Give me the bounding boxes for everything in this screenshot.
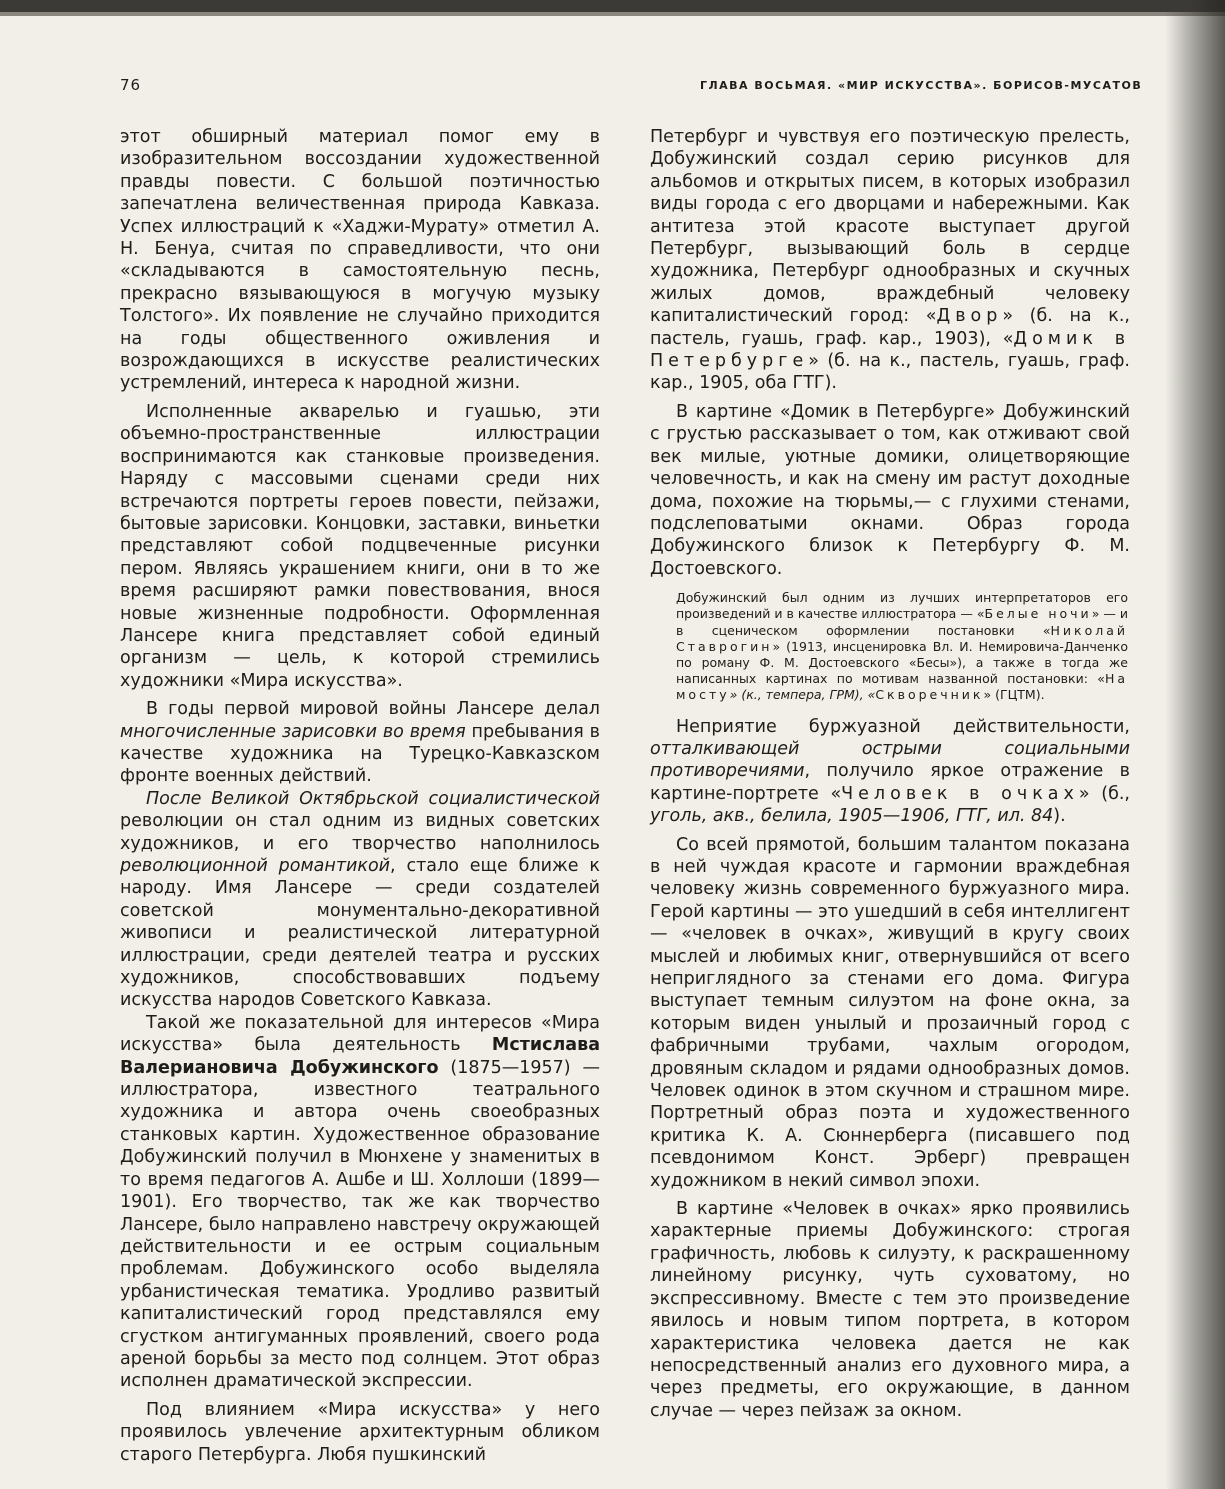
top-edge-shadow [0,0,1225,12]
running-head: ГЛАВА ВОСЬМАЯ. «МИР ИСКУССТВА». БОРИСОВ-МУСАТОВ [700,79,1143,92]
paragraph: Под влиянием «Мира искусства» у него проявилось увлечение архитектурным обликом старого Петербурга. Любя пушкинский [120,1399,600,1465]
paragraph: Петербург и чувствуя его поэтическую прелесть, Добужинский создал серию рисунков для альбомов и открытых писем, в которых изобразил виды города с его дворцами и набережными. Как антитеза этой красоте выступает другой Петербург, вызывающий боль в сердце художника, Петербург однообразных и скучных жилых домов, враждебный человеку капиталистический город: «Двор» (б. на к., пастель, гуашь, граф. кар., 1903), «Домик в Петербурге» (б. на к., пастель, гуашь, граф. кар., 1905, оба ГТГ). [650,127,1131,394]
book-spine-shadow [1165,0,1225,1489]
paragraph: В картине «Домик в Петербурге» Добужинский с грустью рассказывает о том, как отживают свой век милые, уютные домики, олицетворяющие человечность, и как на смену им растут доходные дома, похожие на тюрьмы,— с глухими стенами, подслеповатыми окнами. Образ города Добужинского близок к Петербургу Ф. М. Достоевского. [650,401,1130,579]
paragraph: Со всей прямотой, большим талантом показана в ней чуждая красоте и гармонии враждебная человеку жизнь современного буржуазного мира. Герой картины — это ушедший в себя интеллигент — «человек в очках», живущий в кругу своих мыслей и любимых книг, отвернувшийся от всего неприглядного за стенами его дома. Фигура выступает темным силуэтом на фоне окна, за которым виден унылый и прозаичный город с фабричными трубами, чахлым огородом, дровяным складом и рядами однообразных домов. Человек одинок в этом скучном и страшном мире. Портретный образ поэта и художественного критика К. А. Сюннерберга (писавшего под псевдонимом Конст. Эрберг) превращен художником в некий символ эпохи. [650,834,1130,1191]
paragraph: Исполненные акварелью и гуашью, эти объемно-пространственные иллюстрации воспринимаются как станковые произведения. Наряду с массовыми сценами среди них встречаются портреты героев повести, пейзажи, бытовые зарисовки. Концовки, заставки, виньетки представляют собой подцвеченные рисунки пером. Являясь украшением книги, они в то же время расширяют рамки повествования, внося новые жизненные подробности. Оформленная Лансере книга представляет собой единый организм — цель, к которой стремились художники «Мира искусства». [120,401,600,691]
paragraph: В годы первой мировой войны Лансере делал многочисленные зарисовки во время пребывания в качестве художника на Турецко-Кавказском фронте военных действий. [120,699,600,787]
artist-name: Мстислава Валериановича Добужинского [120,1035,600,1078]
left-column [120,126,600,1466]
footnote: Добужинский был одним из лучших интерпретаторов его произведений и в качестве иллюстратора — «Белые ночи» — и в сценическом оформлении постановки «Николай Ставрогин» (1913, инсценировка Вл. И. Немировича-Данченко по роману Ф. М. Достоевского «Бесы»), а также в тогда же написанных картинах по мотивам названной постановки: «На мосту» (к., темпера, ГРМ), «Скворечник» (ГЦТМ). [676,590,1129,703]
paragraph: После Великой Октябрьской социалистической революции он стал одним из видных советских художников, и его творчество наполнилось революционной романтикой, стало еще ближе к народу. Имя Лансере — среди создателей советской монументально-декоративной живописи и реалистической литературной иллюстрации, среди деятелей театра и русских художников, способствовавших подъему искусства народов Советского Кавказа. [120,788,600,1011]
paragraph: Неприятие буржуазной действительности, отталкивающей острыми социальными противоречиями, получило яркое отражение в картине-портрете «Человек в очках» (б., уголь, акв., белила, 1905—1906, ГТГ, ил. 84). [650,716,1130,827]
paragraph: В картине «Человек в очках» ярко проявились характерные приемы Добужинского: строгая графичность, любовь к силуэту, к раскрашенному линейному рисунку, чуть суховатому, но экспрессивному. Вместе с тем это произведение явилось и новым типом портрета, в котором характеристика человека дается не как непосредственный анализ его духовного мира, а через предметы, его окружающие, в данном случае — через пейзаж за окном. [650,1199,1130,1421]
paragraph: Такой же показательной для интересов «Мира искусства» была деятельность Мстислава Валериановича Добужинского (1875—1957) — иллюстратора, известного театрального художника и автора очень своеобразных станковых картин. Художественное образование Добужинский получил в Мюнхене у знаменитых в то время педагогов А. Ашбе и Ш. Холлоши (1899—1901). Его творчество, так же как творчество Лансере, было направлено навстречу окружающей действительности и ее острым социальным проблемам. Добужинского особо выделяла урбанистическая тематика. Уродливо развитый капиталистический город представлялся ему сгустком антигуманных проявлений, своего рода ареной борьбы за место под солнцем. Этот образ исполнен драматической экспрессии. [120,1012,600,1392]
paragraph: этот обширный материал помог ему в изобразительном воссоздании художественной правды повести. С большой поэтичностью запечатлена величественная природа Кавказа. Успех иллюстраций к «Хаджи-Мурату» отметил А. Н. Бенуа, считая по справедливости, что они «складываются в самостоятельную песнь, прекрасно вязывающуюся в могучую музыку Толстого». Их появление не случайно приходится на годы общественного оживления и возрождающихся в искусстве реалистических устремлений, интереса к народной жизни. [120,127,600,394]
right-column [650,126,1130,1422]
top-edge-band [0,12,1225,16]
page-number: 76 [120,76,142,94]
